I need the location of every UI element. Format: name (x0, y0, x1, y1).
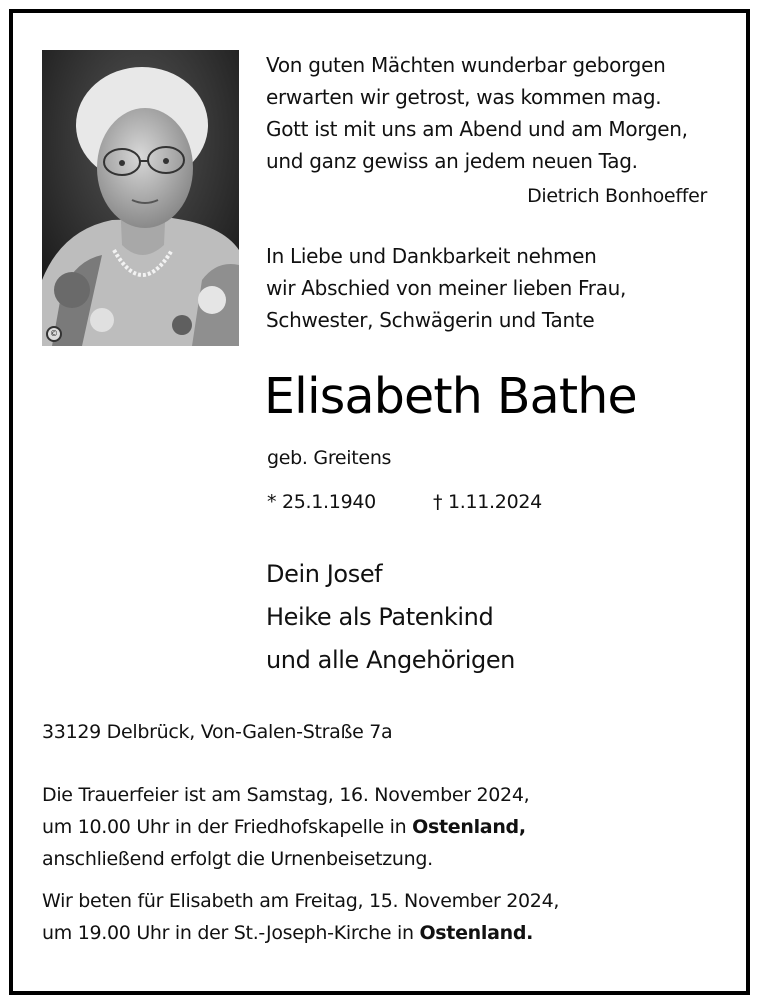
survivor-item: Dein Josef (266, 560, 383, 588)
prayer-line-text: um 19.00 Uhr in der St.-Joseph-Kirche in (42, 922, 420, 944)
survivor-item: Heike als Patenkind (266, 603, 494, 631)
poem (266, 49, 736, 177)
intro-line: Schwester, Schwägerin und Tante (266, 308, 595, 332)
survivors-list (266, 553, 515, 682)
death-date: † 1.11.2024 (433, 491, 542, 513)
copyright-icon: © (46, 326, 62, 342)
birth-date: * 25.1.1940 (267, 491, 376, 513)
prayer-location: Ostenland. (419, 922, 534, 944)
portrait-photo (42, 50, 239, 346)
poem-line: Gott ist mit uns am Abend und am Morgen, (266, 117, 688, 141)
obituary-notice (9, 9, 750, 995)
funeral-service-info (42, 779, 742, 875)
prayer-line (42, 917, 742, 949)
service-line (42, 811, 742, 843)
intro-line: wir Abschied von meiner lieben Frau, (266, 276, 627, 300)
intro-line: In Liebe und Dankbarkeit nehmen (266, 244, 597, 268)
poem-line: Von guten Mächten wunderbar geborgen (266, 53, 666, 77)
service-line: anschließend erfolgt die Urnenbeisetzung. (42, 848, 433, 870)
poem-line: und ganz gewiss an jedem neuen Tag. (266, 149, 638, 173)
service-line-text: um 10.00 Uhr in der Friedhofskapelle in (42, 816, 413, 838)
deceased-name: Elisabeth Bathe (264, 368, 637, 425)
intro-text (266, 240, 736, 336)
service-location: Ostenland, (412, 816, 526, 838)
survivor-item: und alle Angehörigen (266, 646, 515, 674)
address: 33129 Delbrück, Von-Galen-Straße 7a (42, 721, 393, 743)
prayer-line: Wir beten für Elisabeth am Freitag, 15. November 2024, (42, 890, 560, 912)
poem-line: erwarten wir getrost, was kommen mag. (266, 85, 662, 109)
poem-author: Dietrich Bonhoeffer (527, 185, 707, 207)
maiden-name: geb. Greitens (267, 447, 392, 469)
portrait-photo-icon (42, 50, 239, 346)
service-line: Die Trauerfeier ist am Samstag, 16. November 2024, (42, 784, 530, 806)
prayer-service-info (42, 885, 742, 949)
